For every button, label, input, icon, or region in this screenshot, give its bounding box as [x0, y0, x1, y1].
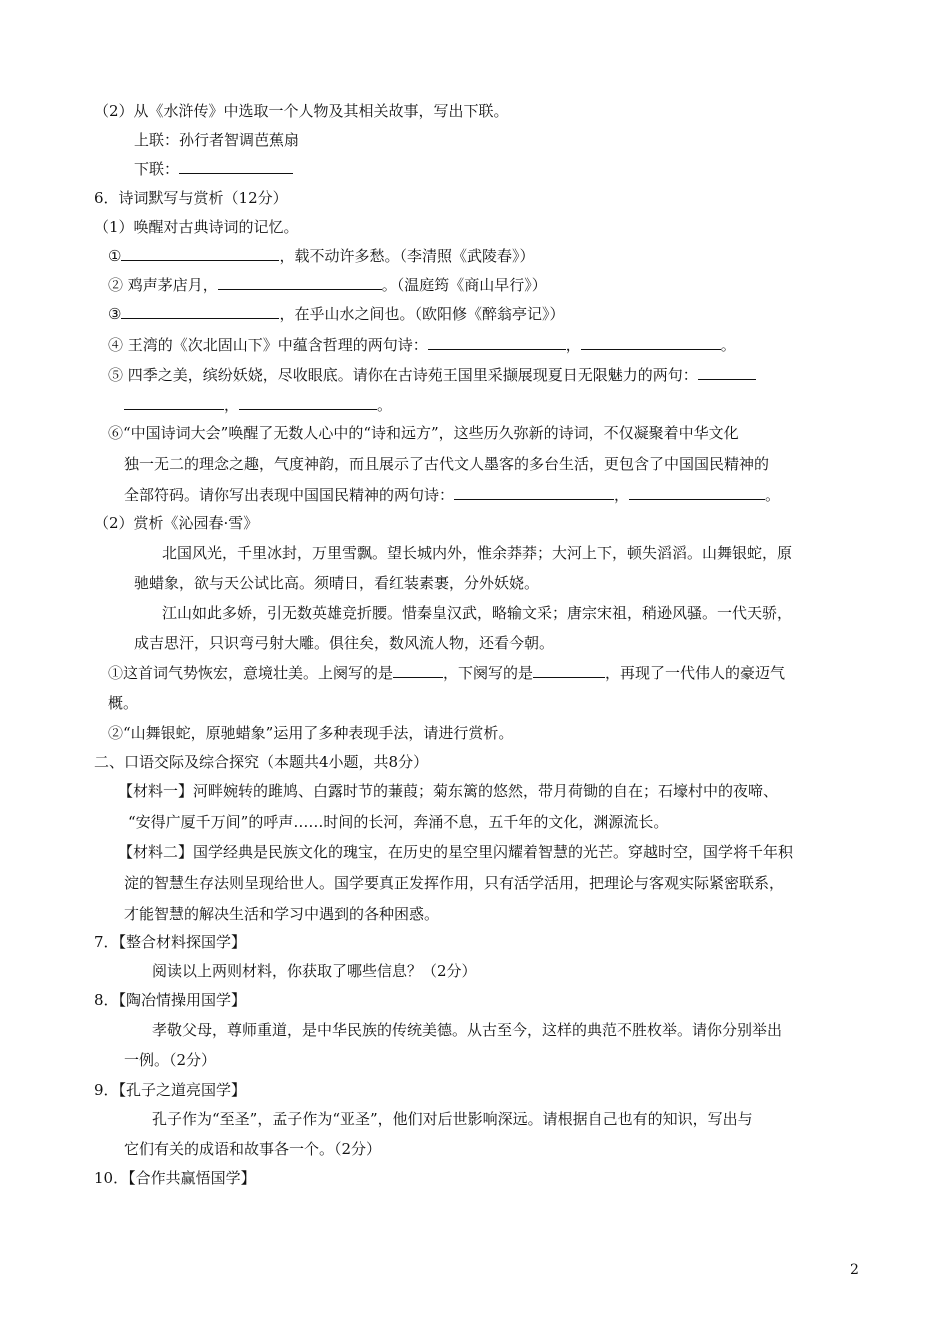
poem-line-1: 北国风光，千里冰封，万里雪飘。望长城内外，惟余莽莽；大河上下，顿失滔滔。山舞银蛇，原 — [162, 544, 793, 562]
q9-prompt: 孔子作为“至圣”，孟子作为“亚圣”，他们对后世影响深远。请根据自己也有的知识，写出与 — [152, 1110, 753, 1128]
answer-blank[interactable] — [179, 172, 293, 174]
material-1-line-1: 【材料一】河畔婉转的雎鸠、白露时节的蒹葭；菊东篱的悠然，带月荷锄的自在；石壕村中的夜啼、 — [118, 782, 779, 800]
q6-1-heading: （1）唤醒对古典诗词的记忆。 — [94, 218, 299, 236]
poem-line-3: 江山如此多娇，引无数英雄竞折腰。惜秦皇汉武，略输文采；唐宗宋祖，稍逊风骚。一代天骄， — [162, 604, 793, 622]
q6-1-item-5-cont — [124, 398, 392, 413]
q6-1-item-6-cont: 独一无二的理念之趣，气度神韵，而且展示了古代文人墨客的多台生活，更包含了中国国民精神的 — [124, 455, 770, 473]
material-2-line-3: 才能智慧的解决生活和学习中遇到的各种困惑。 — [124, 905, 440, 923]
q7-heading: 7．【整合材料探国学】 — [94, 933, 247, 951]
q6-1-item-5 — [108, 368, 756, 383]
q6-2-heading: （2）赏析《沁园春·雪》 — [94, 514, 259, 532]
poem-line-4: 成吉思汗，只识弯弓射大雕。俱往矣，数风流人物，还看今朝。 — [134, 634, 555, 652]
item-text: ④ 王湾的《次北固山下》中蕴含哲理的两句诗： — [108, 336, 428, 354]
answer-blank[interactable] — [428, 348, 566, 350]
answer-blank[interactable] — [393, 676, 443, 678]
answer-blank[interactable] — [698, 378, 756, 380]
q5-2-prompt: （2）从《水浒传》中选取一个人物及其相关故事，写出下联。 — [94, 102, 509, 120]
item-marker: ③ — [108, 305, 122, 323]
q10-heading: 10．【合作共赢悟国学】 — [94, 1169, 256, 1187]
material-2-line-2: 淀的智慧生存法则呈现给世人。国学要真正发挥作用，只有活学活用，把理论与客观实际紧密联系， — [124, 874, 785, 892]
item-text: ⑤ 四季之美，缤纷妖娆，尽收眼底。请你在古诗苑王国里采撷展现夏日无限魅力的两句： — [108, 366, 698, 384]
section-2-heading: 二、口语交际及综合探究（本题共4小题，共8分） — [94, 753, 429, 771]
q6-2-item-1 — [108, 666, 785, 681]
q7-prompt: 阅读以上两则材料，你获取了哪些信息？（2分） — [152, 962, 477, 980]
item-text: 。 — [720, 336, 736, 354]
couplet-upper: 上联：孙行者智调芭蕉扇 — [134, 131, 300, 149]
poem-line-2: 驰蜡象，欲与天公试比高。须晴日，看红装素裹，分外妖娆。 — [134, 574, 540, 592]
q9-prompt-cont: 它们有关的成语和故事各一个。（2分） — [124, 1140, 382, 1158]
answer-blank[interactable] — [218, 288, 382, 290]
page-number: 2 — [850, 1262, 859, 1278]
q6-1-item-4 — [108, 338, 736, 353]
q8-prompt-cont: 一例。（2分） — [124, 1051, 217, 1069]
answer-blank[interactable] — [124, 408, 224, 410]
answer-blank[interactable] — [121, 317, 279, 319]
couplet-lower-label: 下联： — [134, 160, 180, 178]
q8-heading: 8．【陶冶情操用国学】 — [94, 991, 247, 1009]
q6-1-item-2 — [108, 278, 547, 293]
answer-blank[interactable] — [121, 259, 279, 261]
q6-1-item-6: ⑥“中国诗词大会”唤醒了无数人心中的“诗和远方”，这些历久弥新的诗词，不仅凝聚着中华文化 — [108, 424, 739, 442]
item-text: ，再现了一代伟人的豪迈气 — [605, 664, 786, 682]
q8-prompt: 孝敬父母，尊师重道，是中华民族的传统美德。从古至今，这样的典范不胜枚举。请你分别举出 — [152, 1021, 783, 1039]
item-text: 。 — [377, 396, 393, 414]
item-text: ，载不动许多愁。（李清照《武陵春》） — [279, 247, 535, 265]
answer-blank[interactable] — [454, 498, 614, 500]
item-text: 。（温庭筠《商山早行》） — [381, 276, 547, 294]
q6-2-item-2: ②“山舞银蛇，原驰蜡象”运用了多种表现手法，请进行赏析。 — [108, 724, 514, 742]
material-2-line-1: 【材料二】国学经典是民族文化的瑰宝，在历史的星空里闪耀着智慧的光芒。穿越时空，国学将千年积 — [118, 843, 794, 861]
q6-2-item-1-cont: 概。 — [108, 694, 139, 712]
item-text: ①这首词气势恢宏，意境壮美。上阕写的是 — [108, 664, 394, 682]
item-text: ，下阕写的是 — [443, 664, 534, 682]
q9-heading: 9．【孔子之道亮国学】 — [94, 1081, 247, 1099]
item-marker: ① — [108, 247, 122, 265]
item-text: 。 — [765, 486, 781, 504]
item-text: ，在乎山水之间也。（欧阳修《醉翁亭记》） — [279, 305, 565, 323]
item-text: ， — [614, 486, 630, 504]
answer-blank[interactable] — [533, 676, 605, 678]
item-text: ， — [565, 336, 581, 354]
answer-blank[interactable] — [581, 348, 721, 350]
item-text: ② 鸡声茅店月， — [108, 276, 218, 294]
q6-1-item-1 — [108, 249, 534, 264]
q6-1-item-6-end — [124, 488, 780, 503]
item-text: ， — [224, 396, 240, 414]
q6-heading: 6．诗词默写与赏析（12分） — [94, 189, 288, 207]
answer-blank[interactable] — [629, 498, 765, 500]
q6-1-item-3 — [108, 307, 564, 322]
material-1-line-2: “安得广厦千万间”的呼声……时间的长河，奔涌不息，五千年的文化，渊源流长。 — [128, 813, 669, 831]
item-text: 全部符码。请你写出表现中国国民精神的两句诗： — [124, 486, 455, 504]
couplet-lower — [134, 162, 293, 177]
answer-blank[interactable] — [239, 408, 377, 410]
